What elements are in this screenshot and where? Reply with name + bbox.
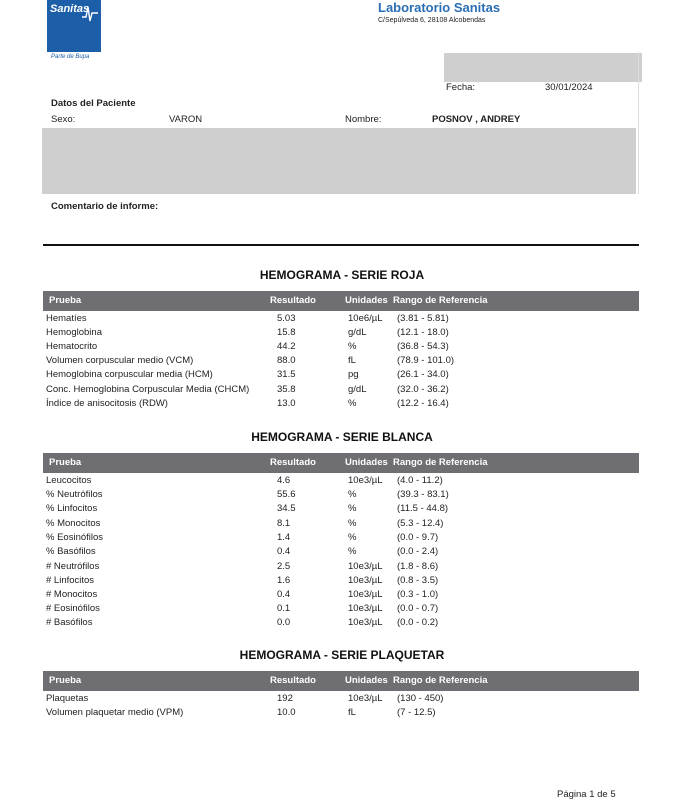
table-row: Leucocitos 4.6 10e3/µL (4.0 - 11.2)	[46, 475, 443, 486]
right-edge-line	[638, 52, 639, 194]
table-row: Conc. Hemoglobina Corpuscular Media (CHCM) 35.8 g/dL (32.0 - 36.2)	[46, 384, 449, 395]
table-row: % Linfocitos 34.5 % (11.5 - 44.8)	[46, 503, 449, 514]
sanitas-logo	[47, 0, 101, 52]
table-header-serie-blanca	[43, 453, 639, 473]
redacted-block-patient	[42, 128, 636, 194]
table-header-serie-roja	[43, 291, 639, 311]
table-row: Volumen plaquetar medio (VPM) 10.0 fL (7 - 12.5)	[46, 707, 436, 718]
lab-name: Laboratorio Sanitas	[378, 0, 501, 15]
lab-address: C/Sepúlveda 6, 28108 Alcobendas	[378, 17, 486, 24]
header-rango: Rango de Referencia	[393, 457, 488, 468]
table-row: Hemoglobina corpuscular media (HCM) 31.5 pg (26.1 - 34.0)	[46, 369, 449, 380]
logo-subtext: Parte de Bupa	[51, 54, 90, 60]
sexo-label: Sexo:	[51, 114, 76, 125]
header-prueba: Prueba	[49, 457, 82, 468]
divider	[43, 244, 639, 246]
fecha-label: Fecha:	[446, 82, 476, 93]
sexo-value: VARON	[169, 114, 203, 125]
comentario-label: Comentario de informe:	[51, 201, 159, 212]
header-unidades: Unidades	[345, 295, 388, 306]
section-title-serie-blanca: HEMOGRAMA - SERIE BLANCA	[251, 430, 433, 444]
header-unidades: Unidades	[345, 675, 388, 686]
redacted-block-top	[444, 53, 642, 82]
table-row: # Monocitos 0.4 10e3/µL (0.3 - 1.0)	[46, 589, 439, 600]
header-rango: Rango de Referencia	[393, 675, 488, 686]
table-row: Plaquetas 192 10e3/µL (130 - 450)	[46, 693, 444, 704]
patient-section-label: Datos del Paciente	[51, 98, 136, 109]
header-resultado: Resultado	[270, 675, 316, 686]
table-row: # Neutrófilos 2.5 10e3/µL (1.8 - 8.6)	[46, 561, 439, 572]
header-unidades: Unidades	[345, 457, 388, 468]
nombre-label: Nombre:	[345, 114, 382, 125]
page-number: Página 1 de 5	[557, 789, 616, 800]
table-row: Hemoglobina 15.8 g/dL (12.1 - 18.0)	[46, 327, 449, 338]
heartbeat-icon	[82, 3, 98, 23]
table-row: # Basófilos 0.0 10e3/µL (0.0 - 0.2)	[46, 617, 439, 628]
table-row: % Basófilos 0.4 % (0.0 - 2.4)	[46, 546, 439, 557]
table-row: Volumen corpuscular medio (VCM) 88.0 fL (78.9 - 101.0)	[46, 355, 455, 366]
table-row: Índice de anisocitosis (RDW) 13.0 % (12.2 - 16.4)	[46, 398, 449, 409]
header-resultado: Resultado	[270, 295, 316, 306]
table-row: # Eosinófilos 0.1 10e3/µL (0.0 - 0.7)	[46, 603, 439, 614]
table-header-serie-plaquetar	[43, 671, 639, 691]
nombre-value: POSNOV , ANDREY	[432, 114, 521, 125]
table-row: % Eosinófilos 1.4 % (0.0 - 9.7)	[46, 532, 439, 543]
header-prueba: Prueba	[49, 675, 82, 686]
table-row: Hematíes 5.03 10e6/µL (3.81 - 5.81)	[46, 313, 449, 324]
fecha-value: 30/01/2024	[545, 82, 593, 93]
logo-text: Sanitas	[50, 3, 90, 15]
table-row: Hematocrito 44.2 % (36.8 - 54.3)	[46, 341, 449, 352]
header-prueba: Prueba	[49, 295, 82, 306]
table-row: % Neutrófilos 55.6 % (39.3 - 83.1)	[46, 489, 449, 500]
section-title-serie-roja: HEMOGRAMA - SERIE ROJA	[259, 268, 425, 282]
header-resultado: Resultado	[270, 457, 316, 468]
table-row: # Linfocitos 1.6 10e3/µL (0.8 - 3.5)	[46, 575, 439, 586]
section-title-serie-plaquetar: HEMOGRAMA - SERIE PLAQUETAR	[239, 648, 445, 662]
header-rango: Rango de Referencia	[393, 295, 488, 306]
table-row: % Monocitos 8.1 % (5.3 - 12.4)	[46, 518, 444, 529]
